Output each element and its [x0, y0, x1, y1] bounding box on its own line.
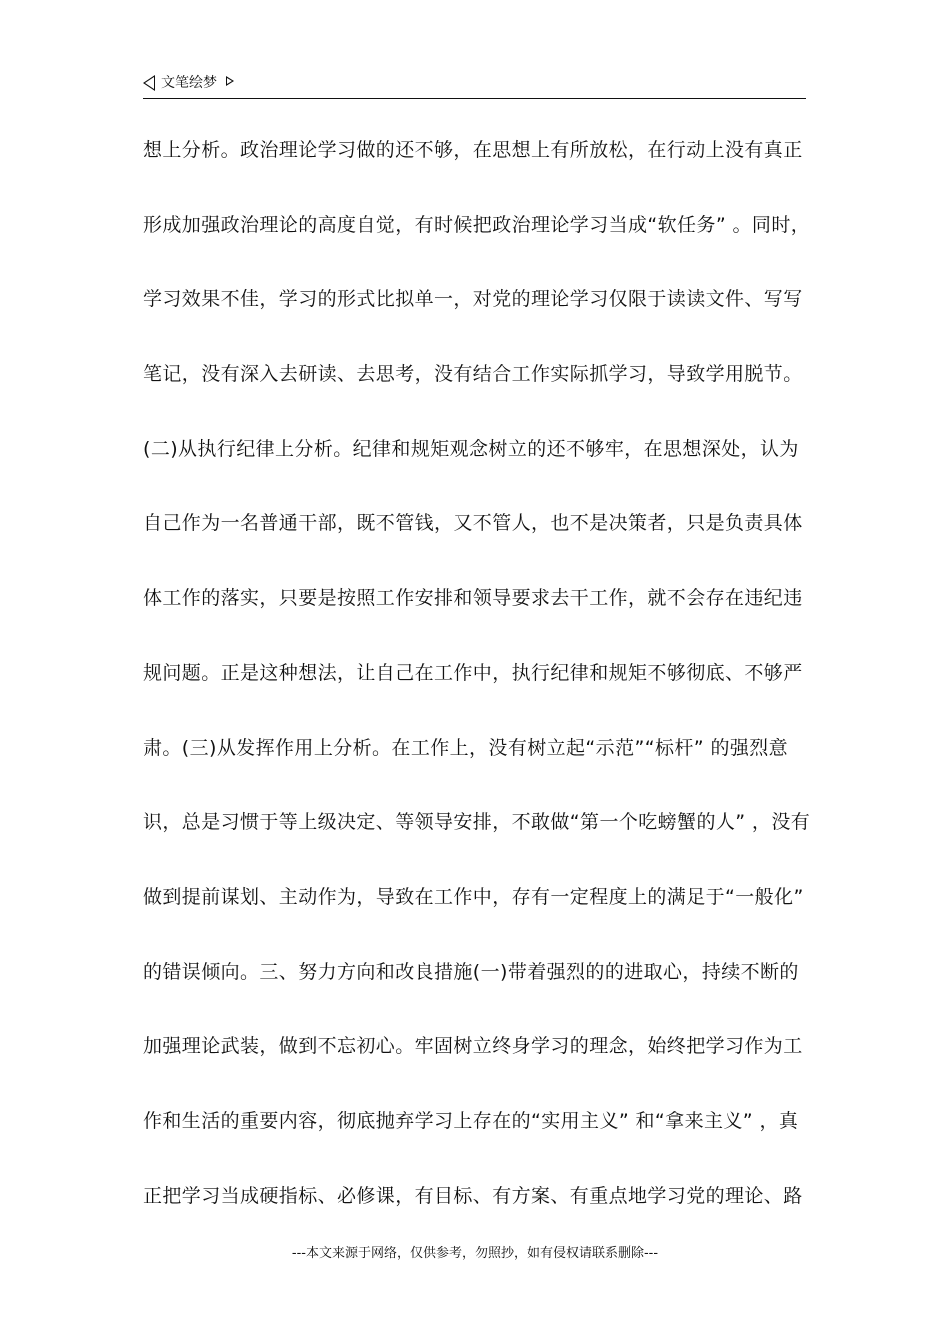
triangle-left-icon: [143, 75, 155, 91]
page-header: [143, 74, 806, 99]
text-line: 的错误倾向。三、努力方向和改良措施(一)带着强烈的的进取心，持续不断的: [143, 960, 799, 983]
text-line: 规问题。正是这种想法，让自己在工作中，执行纪律和规矩不够彻底、不够严: [143, 661, 803, 684]
text-line: 作和生活的重要内容，彻底抛弃学习上存在的“实用主义” 和“拿来主义” ，真: [143, 1109, 799, 1132]
text-line: 学习效果不佳，学习的形式比拟单一，对党的理论学习仅限于读读文件、写写: [143, 288, 803, 311]
text-line: 自己作为一名普通干部，既不管钱，又不管人，也不是决策者，只是负责具体: [143, 512, 803, 535]
text-line: 做到提前谋划、主动作为，导致在工作中，存有一定程度上的满足于“一般化”: [143, 885, 804, 908]
text-line: 笔记，没有深入去研读、去思考，没有结合工作实际抓学习，导致学用脱节。: [143, 363, 803, 386]
text-line: (二)从执行纪律上分析。纪律和规矩观念树立的还不够牢，在思想深处，认为: [143, 437, 799, 460]
footer-notice: ---本文来源于网络，仅供参考，勿照抄，如有侵权请联系删除---: [291, 1246, 659, 1261]
text-line: 识，总是习惯于等上级决定、等领导安排，不敢做“第一个吃螃蟹的人” ，没有: [143, 811, 811, 834]
text-line: 形成加强政治理论的高度自觉，有时候把政治理论学习当成“软任务” 。同时，: [143, 213, 811, 236]
text-line: 肃。(三)从发挥作用上分析。在工作上，没有树立起“示范”“标杆” 的强烈意: [143, 736, 789, 759]
text-line: 加强理论武装，做到不忘初心。牢固树立终身学习的理念，始终把学习作为工: [143, 1035, 803, 1058]
header-title: 文笔绘梦: [161, 75, 217, 91]
text-line: 想上分析。政治理论学习做的还不够，在思想上有所放松，在行动上没有真正: [143, 139, 803, 161]
text-line: 体工作的落实，只要是按照工作安排和领导要求去干工作，就不会存在违纪违: [143, 587, 803, 610]
text-line: 正把学习当成硬指标、必修课，有目标、有方案、有重点地学习党的理论、路: [143, 1184, 803, 1207]
document-body: [143, 132, 811, 1252]
triangle-right-icon: [226, 76, 234, 86]
